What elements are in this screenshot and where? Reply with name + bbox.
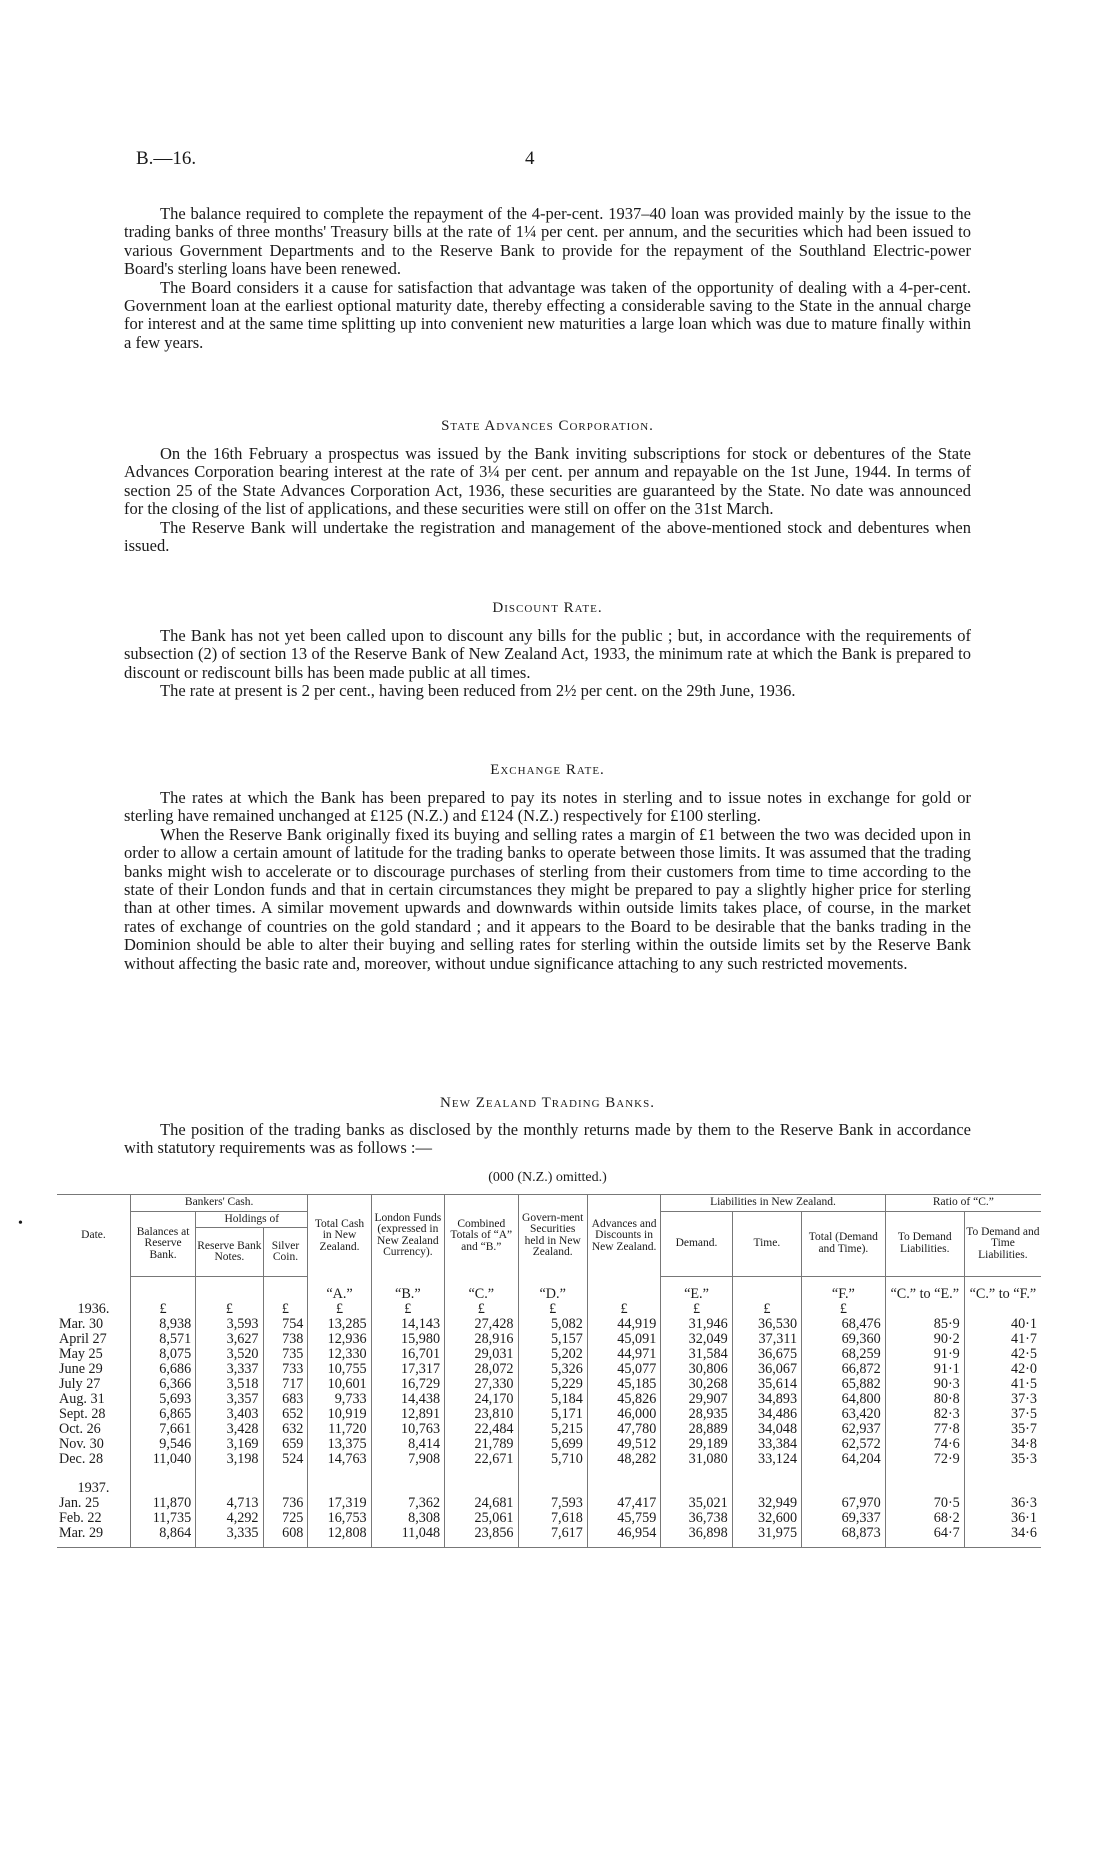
paragraph: The Board considers it a cause for satisfaction that advantage was taken of the opportunity of dealing with a 4-per-cent. Government loan at the earliest optional maturity date, thereby effecting a considerable saving to the State in the annual charge for interest and at the same time splitting up into convenient new maturities a large loan which was due to mature finally within a few years. — [124, 277, 971, 352]
col-balances: Balances at Reserve Bank. — [130, 1211, 195, 1277]
table-cell: 33,384 — [732, 1437, 801, 1452]
table-cell: 85·9 — [885, 1317, 964, 1332]
table-cell: 34·8 — [1010, 1436, 1037, 1452]
table-cell: 31,975 — [732, 1526, 801, 1548]
table-cell — [885, 1302, 964, 1317]
table-cell: “C.” to “F.” — [969, 1286, 1037, 1302]
table-cell: 27,428 — [445, 1317, 518, 1332]
cell-date: June 29 — [57, 1362, 130, 1377]
table-cell: 8,075 — [130, 1347, 195, 1362]
table-cell: 3,337 — [196, 1362, 263, 1377]
col-time: Time. — [732, 1211, 801, 1277]
section-heading-discount: Discount Rate. — [492, 600, 603, 616]
table-cell: 717 — [263, 1377, 308, 1392]
table-cell: 652 — [263, 1407, 308, 1422]
table-cell: 8,414 — [371, 1437, 444, 1452]
cell-date: May 25 — [57, 1347, 130, 1362]
table-cell: 34,893 — [732, 1392, 801, 1407]
table-cell: 5,229 — [518, 1377, 587, 1392]
table-cell: “E.” — [661, 1277, 732, 1303]
table-cell: 30,268 — [661, 1377, 732, 1392]
table-cell — [661, 1467, 732, 1481]
cell-date: April 27 — [57, 1332, 130, 1347]
table-cell: 13,285 — [308, 1317, 371, 1332]
table-cell: 29,189 — [661, 1437, 732, 1452]
paragraph: The Reserve Bank will undertake the registration and management of the above-mentioned stock and debentures when issued. — [124, 517, 971, 556]
table-cell: 68,873 — [802, 1526, 886, 1548]
trading-banks-table — [57, 1194, 1041, 1548]
table-cell: 11,040 — [130, 1452, 195, 1467]
table-cell: £ — [445, 1302, 518, 1317]
table-cell: 10,601 — [308, 1377, 371, 1392]
table-cell — [518, 1481, 587, 1496]
table-row — [57, 1437, 1041, 1452]
table-cell: 62,572 — [802, 1437, 886, 1452]
table-cell: 10,763 — [371, 1422, 444, 1437]
table-cell: 725 — [263, 1511, 308, 1526]
table-cell: 28,889 — [661, 1422, 732, 1437]
table-cell: 21,789 — [445, 1437, 518, 1452]
page-number: 4 — [525, 148, 535, 169]
table-cell: 64,204 — [802, 1452, 886, 1467]
table-cell: 90·3 — [885, 1377, 964, 1392]
table-cell: 45,826 — [587, 1392, 660, 1407]
table-cell: 10,755 — [308, 1362, 371, 1377]
table-cell: 28,935 — [661, 1407, 732, 1422]
table-cell: 32,049 — [661, 1332, 732, 1347]
table-row — [57, 1332, 1041, 1347]
table-cell: 36·3 — [1010, 1495, 1037, 1511]
document-code: B.—16. — [136, 148, 197, 169]
table-cell: 17,319 — [308, 1496, 371, 1511]
table-cell: 77·8 — [885, 1422, 964, 1437]
table-cell: 33,124 — [732, 1452, 801, 1467]
table-cell: 47,417 — [587, 1496, 660, 1511]
table-cell — [802, 1467, 886, 1481]
table-cell: 27,330 — [445, 1377, 518, 1392]
table-body — [57, 1277, 1041, 1548]
table-cell: “B.” — [371, 1277, 444, 1303]
spacer-row — [57, 1467, 1041, 1481]
discount-text — [124, 627, 971, 701]
table-cell: 66,872 — [802, 1362, 886, 1377]
table-cell: 74·6 — [885, 1437, 964, 1452]
table-cell: 42·0 — [1010, 1361, 1037, 1377]
table-cell: 736 — [263, 1496, 308, 1511]
omitted-note: (000 (N.Z.) omitted.) — [488, 1170, 607, 1185]
table-cell: 32,600 — [732, 1511, 801, 1526]
table-cell: £ — [196, 1302, 263, 1317]
section-heading-state-advances: State Advances Corporation. — [441, 418, 654, 434]
table-cell: 36,898 — [661, 1526, 732, 1548]
exchange-text — [124, 789, 971, 973]
table-cell: 5,326 — [518, 1362, 587, 1377]
table-cell: 91·9 — [885, 1347, 964, 1362]
table-cell — [57, 1467, 130, 1481]
table-cell: 28,072 — [445, 1362, 518, 1377]
table-cell: 44,971 — [587, 1347, 660, 1362]
section-heading-exchange: Exchange Rate. — [490, 762, 605, 778]
table-cell: 14,143 — [371, 1317, 444, 1332]
table-cell — [732, 1481, 801, 1496]
year-label: 1936. — [57, 1302, 130, 1317]
table-cell: 32,949 — [732, 1496, 801, 1511]
cell-date — [57, 1277, 130, 1303]
table-cell: 12,891 — [371, 1407, 444, 1422]
state-advances-text — [124, 445, 971, 555]
table-cell: 68·2 — [885, 1511, 964, 1526]
table-cell: 4,292 — [196, 1511, 263, 1526]
table-cell: 22,671 — [445, 1452, 518, 1467]
table-cell: 68,476 — [802, 1317, 886, 1332]
cell-date: Jan. 25 — [57, 1496, 130, 1511]
table-cell: 29,907 — [661, 1392, 732, 1407]
cell-date: Feb. 22 — [57, 1511, 130, 1526]
table-cell: 70·5 — [885, 1496, 964, 1511]
table-cell: 69,360 — [802, 1332, 886, 1347]
table-cell — [732, 1467, 801, 1481]
table-cell — [732, 1277, 801, 1303]
table-cell: 11,048 — [371, 1526, 444, 1548]
table-cell: 12,330 — [308, 1347, 371, 1362]
year-row-1937 — [57, 1481, 1041, 1496]
table-cell — [196, 1467, 263, 1481]
table-cell: 34,048 — [732, 1422, 801, 1437]
table-cell — [308, 1467, 371, 1481]
table-cell: 7,593 — [518, 1496, 587, 1511]
table-cell: 3,403 — [196, 1407, 263, 1422]
table-cell: 80·8 — [885, 1392, 964, 1407]
table-row — [57, 1317, 1041, 1332]
table-cell — [964, 1302, 1041, 1317]
table-row — [57, 1377, 1041, 1392]
table-cell — [196, 1481, 263, 1496]
table-cell — [263, 1277, 308, 1303]
table-cell: 8,308 — [371, 1511, 444, 1526]
cell-date: July 27 — [57, 1377, 130, 1392]
table-cell: 72·9 — [885, 1452, 964, 1467]
table-cell — [130, 1467, 195, 1481]
table-cell: 6,865 — [130, 1407, 195, 1422]
section-heading-nz-banks: New Zealand Trading Banks. — [440, 1095, 655, 1111]
table-cell: 47,780 — [587, 1422, 660, 1437]
table-cell: 683 — [263, 1392, 308, 1407]
table-cell: 7,617 — [518, 1526, 587, 1548]
table-cell: 22,484 — [445, 1422, 518, 1437]
table-cell: 24,681 — [445, 1496, 518, 1511]
table-row — [57, 1526, 1041, 1548]
table-cell: 46,000 — [587, 1407, 660, 1422]
col-ratio-demand: To Demand Liabilities. — [885, 1211, 964, 1277]
paragraph: When the Reserve Bank originally fixed its buying and selling rates a margin of £1 between the two was decided upon in order to allow a certain amount of latitude for the trading banks to operate between those limits. It was assumed that the trading banks might wish to accelerate or to discourage purchases of sterling from their customers from time to time according to the state of their London funds and that in certain circumstances they might be prepared to pay a slightly higher price for sterling than at other times. A similar movement upwards and downwards within outside limits takes place, of course, in the market rates of exchange of countries on the gold standard ; and it appears to the Board to be desirable that the banks trading in the Dominion should be able to alter their buying and selling rates for sterling within the outside limits set by the Reserve Bank without affecting the basic rate and, moreover, without undue significance attaching to any such restricted movements. — [124, 824, 971, 973]
table-cell — [885, 1467, 964, 1481]
table-cell: 36,738 — [661, 1511, 732, 1526]
margin-dot: • — [18, 1216, 23, 1231]
table-cell — [263, 1467, 308, 1481]
table-cell: £ — [371, 1302, 444, 1317]
table-cell: 6,366 — [130, 1377, 195, 1392]
col-ratio-total: To Demand and Time Liabilities. — [964, 1211, 1041, 1277]
table-cell: “C.” to “E.” — [885, 1277, 964, 1303]
table-cell: 7,618 — [518, 1511, 587, 1526]
table-cell: 5,215 — [518, 1422, 587, 1437]
col-total-liabilities: Total (Demand and Time). — [802, 1211, 886, 1277]
cell-date: Sept. 28 — [57, 1407, 130, 1422]
table-cell: 3,428 — [196, 1422, 263, 1437]
table-cell: 23,856 — [445, 1526, 518, 1548]
table-cell: 10,919 — [308, 1407, 371, 1422]
table-cell: £ — [263, 1302, 308, 1317]
table-cell: “A.” — [308, 1277, 371, 1303]
table-cell: 35·3 — [1010, 1451, 1037, 1467]
table-cell: 3,198 — [196, 1452, 263, 1467]
table-cell — [445, 1481, 518, 1496]
cell-date: Oct. 26 — [57, 1422, 130, 1437]
table-cell: 15,980 — [371, 1332, 444, 1347]
table-cell: 8,571 — [130, 1332, 195, 1347]
table-cell: 659 — [263, 1437, 308, 1452]
table-cell: £ — [308, 1302, 371, 1317]
table-cell: 68,259 — [802, 1347, 886, 1362]
col-date: Date. — [57, 1195, 130, 1277]
table-cell: 13,375 — [308, 1437, 371, 1452]
table-row — [57, 1392, 1041, 1407]
table-cell: 8,864 — [130, 1526, 195, 1548]
table-cell: 30,806 — [661, 1362, 732, 1377]
table-cell: 36·1 — [1010, 1510, 1037, 1526]
table-cell: 3,357 — [196, 1392, 263, 1407]
table-row — [57, 1422, 1041, 1437]
table-row — [57, 1511, 1041, 1526]
table-cell: 632 — [263, 1422, 308, 1437]
table-cell: £ — [802, 1302, 886, 1317]
table-cell: 5,171 — [518, 1407, 587, 1422]
table-cell: 45,091 — [587, 1332, 660, 1347]
cell-date: Mar. 29 — [57, 1526, 130, 1548]
table-cell: 65,882 — [802, 1377, 886, 1392]
table-cell: 16,701 — [371, 1347, 444, 1362]
table-cell: 35·7 — [1010, 1421, 1037, 1437]
table-cell: 63,420 — [802, 1407, 886, 1422]
table-cell: 37·5 — [1010, 1406, 1037, 1422]
table-cell: 49,512 — [587, 1437, 660, 1452]
paragraph: The rate at present is 2 per cent., having been reduced from 2½ per cent. on the 29th June, 1936. — [160, 681, 796, 701]
table-cell — [196, 1277, 263, 1303]
table-cell: 16,753 — [308, 1511, 371, 1526]
table-cell: “F.” — [802, 1277, 886, 1303]
table-cell: 48,282 — [587, 1452, 660, 1467]
table-cell: 9,733 — [308, 1392, 371, 1407]
table-cell — [130, 1481, 195, 1496]
paragraph: The balance required to complete the repayment of the 4-per-cent. 1937–40 loan was provided mainly by the issue to the trading banks of three months' Treasury bills at the rate of 1¼ per cent. per annum, and the securities which had been issued to various Government Departments and to the Reserve Bank to provide for the repayment of the Southland Electric-power Board's sterling loans have been renewed. — [124, 204, 971, 279]
col-demand: Demand. — [661, 1211, 732, 1277]
table-cell: £ — [587, 1302, 660, 1317]
table-cell: “D.” — [518, 1277, 587, 1303]
paragraph: The rates at which the Bank has been prepared to pay its notes in sterling and to issue notes in exchange for gold or sterling have remained unchanged at £125 (N.Z.) and £124 (N.Z.) respectively for £100 sterling. — [124, 788, 971, 826]
table-cell: 37,311 — [732, 1332, 801, 1347]
table-cell — [661, 1481, 732, 1496]
table-cell: 34,486 — [732, 1407, 801, 1422]
table-cell: 35,021 — [661, 1496, 732, 1511]
table-cell: 3,593 — [196, 1317, 263, 1332]
table-cell — [371, 1467, 444, 1481]
table-cell — [445, 1467, 518, 1481]
table-cell: £ — [661, 1302, 732, 1317]
table-cell: 35,614 — [732, 1377, 801, 1392]
table-cell: 3,335 — [196, 1526, 263, 1548]
table-cell: 524 — [263, 1452, 308, 1467]
table-cell — [964, 1481, 1041, 1496]
table-cell: 46,954 — [587, 1526, 660, 1548]
table-cell: 41·5 — [1010, 1376, 1037, 1392]
table-cell — [263, 1481, 308, 1496]
table-cell — [885, 1481, 964, 1496]
table-cell — [587, 1467, 660, 1481]
table-cell: “C.” — [445, 1277, 518, 1303]
col-london-funds: London Funds (expressed in New Zealand Currency). — [371, 1195, 444, 1277]
table-cell: 37·3 — [1010, 1391, 1037, 1407]
table-cell: 40·1 — [1010, 1316, 1037, 1332]
table-cell: 5,082 — [518, 1317, 587, 1332]
intro-text — [124, 205, 971, 352]
table-cell: 12,936 — [308, 1332, 371, 1347]
table-cell: 7,908 — [371, 1452, 444, 1467]
table-cell: 45,185 — [587, 1377, 660, 1392]
year-label: 1937. — [57, 1481, 130, 1496]
col-reserve-notes: Reserve Bank Notes. — [196, 1228, 263, 1277]
table-cell: 64·7 — [885, 1526, 964, 1548]
table-cell: 3,627 — [196, 1332, 263, 1347]
table-row — [57, 1407, 1041, 1422]
table-cell: 735 — [263, 1347, 308, 1362]
table-cell: £ — [130, 1302, 195, 1317]
table-cell: 45,759 — [587, 1511, 660, 1526]
col-total-cash: Total Cash in New Zealand. — [308, 1195, 371, 1277]
cell-date: Mar. 30 — [57, 1317, 130, 1332]
table-cell: 23,810 — [445, 1407, 518, 1422]
table-cell: 5,699 — [518, 1437, 587, 1452]
table-cell: 3,518 — [196, 1377, 263, 1392]
table-cell: 5,710 — [518, 1452, 587, 1467]
table-cell: 3,169 — [196, 1437, 263, 1452]
table-cell: 34·6 — [964, 1526, 1041, 1548]
table-cell: 608 — [263, 1526, 308, 1548]
table-cell: 31,080 — [661, 1452, 732, 1467]
group-liabilities: Liabilities in New Zealand. — [661, 1195, 885, 1212]
table-cell: 64,800 — [802, 1392, 886, 1407]
table-cell: 44,919 — [587, 1317, 660, 1332]
table-cell: 738 — [263, 1332, 308, 1347]
group-bankers-cash: Bankers' Cash. — [130, 1195, 307, 1212]
table-cell: 11,720 — [308, 1422, 371, 1437]
table-cell: 16,729 — [371, 1377, 444, 1392]
table-cell: 36,675 — [732, 1347, 801, 1362]
cell-date: Nov. 30 — [57, 1437, 130, 1452]
table-cell: 5,157 — [518, 1332, 587, 1347]
year-row-1936 — [57, 1302, 1041, 1317]
table-row — [57, 1347, 1041, 1362]
table-cell: 733 — [263, 1362, 308, 1377]
table-cell: 28,916 — [445, 1332, 518, 1347]
table-cell — [802, 1481, 886, 1496]
table-cell: 41·7 — [1010, 1331, 1037, 1347]
col-government: Govern-ment Securities held in New Zealand. — [518, 1195, 587, 1277]
cell-date: Dec. 28 — [57, 1452, 130, 1467]
table-cell: £ — [732, 1302, 801, 1317]
table-cell: 24,170 — [445, 1392, 518, 1407]
table-cell: 31,584 — [661, 1347, 732, 1362]
table-cell: 5,184 — [518, 1392, 587, 1407]
table-cell: 45,077 — [587, 1362, 660, 1377]
table-cell: 69,337 — [802, 1511, 886, 1526]
letter-row — [57, 1277, 1041, 1303]
table-cell: 5,202 — [518, 1347, 587, 1362]
table-cell: 7,362 — [371, 1496, 444, 1511]
col-silver: Silver Coin. — [263, 1228, 308, 1277]
table-cell: 14,763 — [308, 1452, 371, 1467]
table-cell: 82·3 — [885, 1407, 964, 1422]
table-cell: 754 — [263, 1317, 308, 1332]
nz-banks-text — [124, 1121, 971, 1158]
cell-date: Aug. 31 — [57, 1392, 130, 1407]
table-cell — [964, 1467, 1041, 1481]
table-cell — [587, 1481, 660, 1496]
table-cell — [130, 1277, 195, 1303]
table-cell: 9,546 — [130, 1437, 195, 1452]
table-cell: 31,946 — [661, 1317, 732, 1332]
table-cell — [371, 1481, 444, 1496]
table-cell: 14,438 — [371, 1392, 444, 1407]
table-cell: 6,686 — [130, 1362, 195, 1377]
table-cell: 36,067 — [732, 1362, 801, 1377]
table-cell: £ — [518, 1302, 587, 1317]
table-cell — [308, 1481, 371, 1496]
table-cell: 11,870 — [130, 1496, 195, 1511]
table-cell: 67,970 — [802, 1496, 886, 1511]
paragraph: The position of the trading banks as disclosed by the monthly returns made by them to the Reserve Bank in accordance with statutory requirements was as follows :— — [124, 1120, 971, 1158]
table-cell: 11,735 — [130, 1511, 195, 1526]
table-cell: 17,317 — [371, 1362, 444, 1377]
table-cell — [518, 1467, 587, 1481]
table-cell: 25,061 — [445, 1511, 518, 1526]
col-advances: Advances and Discounts in New Zealand. — [587, 1195, 660, 1277]
table-cell: 8,938 — [130, 1317, 195, 1332]
group-holdings: Holdings of — [196, 1211, 308, 1228]
table-cell: 4,713 — [196, 1496, 263, 1511]
table-row — [57, 1496, 1041, 1511]
paragraph: On the 16th February a prospectus was issued by the Bank inviting subscriptions for stock or debentures of the State Advances Corporation bearing interest at the rate of 3¼ per cent. per annum and repayable on the 1st June, 1944. In terms of section 25 of the State Advances Corporation Act, 1936, these securities are guaranteed by the State. No date was announced for the closing of the list of applications, and these securities were still on offer on the 31st March. — [124, 444, 971, 519]
col-combined: Combined Totals of “A” and “B.” — [445, 1195, 518, 1277]
table-cell: 62,937 — [802, 1422, 886, 1437]
table-cell: 90·2 — [885, 1332, 964, 1347]
group-ratio: Ratio of “C.” — [885, 1195, 1041, 1212]
table-row — [57, 1362, 1041, 1377]
table-cell: 36,530 — [732, 1317, 801, 1332]
table-cell: 29,031 — [445, 1347, 518, 1362]
table-cell: 42·5 — [1010, 1346, 1037, 1362]
table-cell: 5,693 — [130, 1392, 195, 1407]
table-cell: 12,808 — [308, 1526, 371, 1548]
table-cell: 7,661 — [130, 1422, 195, 1437]
table-cell — [587, 1277, 660, 1303]
paragraph: The Bank has not yet been called upon to discount any bills for the public ; but, in accordance with the requirements of subsection (2) of section 13 of the Reserve Bank of New Zealand Act, 1933, the minimum rate at which the Bank is prepared to discount or rediscount bills has been made public at all times. — [124, 626, 971, 682]
table-cell: 3,520 — [196, 1347, 263, 1362]
table-row — [57, 1452, 1041, 1467]
table-cell: 91·1 — [885, 1362, 964, 1377]
